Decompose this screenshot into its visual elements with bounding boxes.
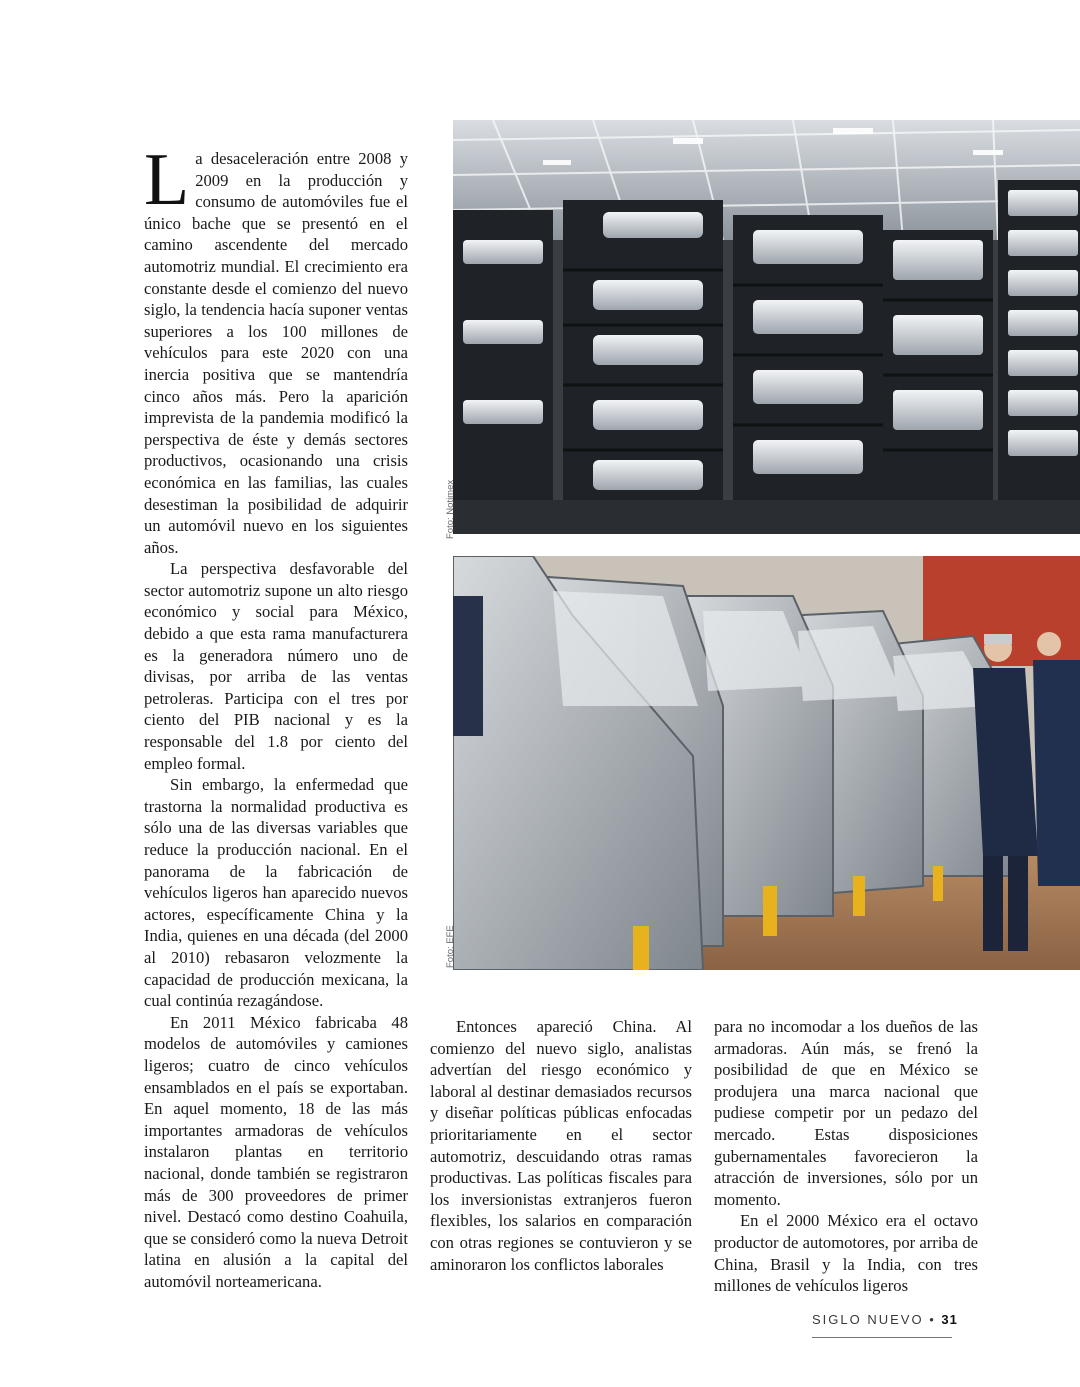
article-column-right: [714, 1016, 978, 1297]
paragraph-7: En el 2000 México era el octavo productor de automotores, por arriba de China, Brasil y la India, con tres millones de vehículos ligeros: [714, 1211, 978, 1296]
drop-cap: L: [144, 139, 190, 221]
paragraph-1: [144, 139, 408, 558]
paragraph-1-text: a desaceleración entre 2008 y 2009 en la producción y consumo de automóviles fue el único bache que se presentó en el camino ascendente del mercado automotriz mundial. El crecimiento era constante desde el comienzo del nuevo siglo, la tendencia hacía suponer ventas superiores a los 100 millones de vehículos para este 2020 con una inercia positiva que se mantendría cinco años más. Pero la aparición imprevista de la pandemia modificó la perspectiva de éste y demás sectores productivos, ocasionando una crisis económica en las familias, las cuales desestiman la posibilidad de adquirir un automóvil nuevo en los siguientes años.: [144, 149, 408, 557]
paragraph-5: Entonces apareció China. Al comienzo del nuevo siglo, analistas advertían del riesgo económico y laboral al destinar demasiados recursos y diseñar políticas públicas enfocadas prioritariamente en el sector automotriz, descuidando otras ramas productivas. Las políticas fiscales para los inversionistas extranjeros fueron flexibles, los salarios en comparación con otras regiones se contuvieron y se aminoraron los conflictos laborales: [430, 1017, 692, 1274]
footer-separator: •: [929, 1312, 936, 1327]
article-column-left: [144, 139, 408, 1292]
paragraph-6: para no incomodar a los dueños de las armadoras. Aún más, se frenó la posibilidad de que en México se produjera una marca nacional que pudiese competir por un pedazo del mercado. Estas disposiciones gubernamentales favorecieron la atracción de inversiones, sólo por un momento.: [714, 1017, 978, 1209]
footer-rule: [812, 1337, 952, 1338]
page-footer: [812, 1312, 978, 1327]
photo-credit-bottom: Foto: EFE: [445, 925, 456, 968]
article-column-middle: [430, 1016, 692, 1275]
publication-name: SIGLO NUEVO: [812, 1312, 924, 1327]
paragraph-3: Sin embargo, la enfermedad que trastorna la normalidad productiva es sólo una de las diversas variables que reduce la producción nacional. En el panorama de la fabricación de vehículos ligeros han aparecido nuevos actores, específicamente China y la India, quienes en una década (del 2000 al 2010) rebasaron velozmente la capacidad de producción mexicana, la cual continúa rezagándose.: [144, 775, 408, 1011]
page-number: 31: [941, 1312, 958, 1327]
paragraph-4: En 2011 México fabricaba 48 modelos de automóviles y camiones ligeros; cuatro de cinco vehículos ensamblados en el país se exportaban. En aquel momento, 18 de las más importantes armadoras de vehículos instalaron plantas en territorio nacional, donde también se registraron más de 300 proveedores de primer nivel. Destacó como destino Coahuila, que se consideró como la nueva Detroit latina en alusión a la capital del automóvil norteamericana.: [144, 1012, 408, 1291]
photo-parts-racks: [453, 120, 1080, 534]
paragraph-2: La perspectiva desfavorable del sector automotriz supone un alto riesgo económico y social para México, debido a que esta rama manufacturera es la generadora número uno de divisas, por arriba de las ventas petroleras. Participa con el tres por ciento del PIB nacional y es la responsable del 1.8 por ciento del empleo formal.: [144, 559, 408, 773]
photo-credit-top: Foto: Notimex: [445, 479, 456, 539]
photo-assembly-line: [453, 556, 1080, 970]
